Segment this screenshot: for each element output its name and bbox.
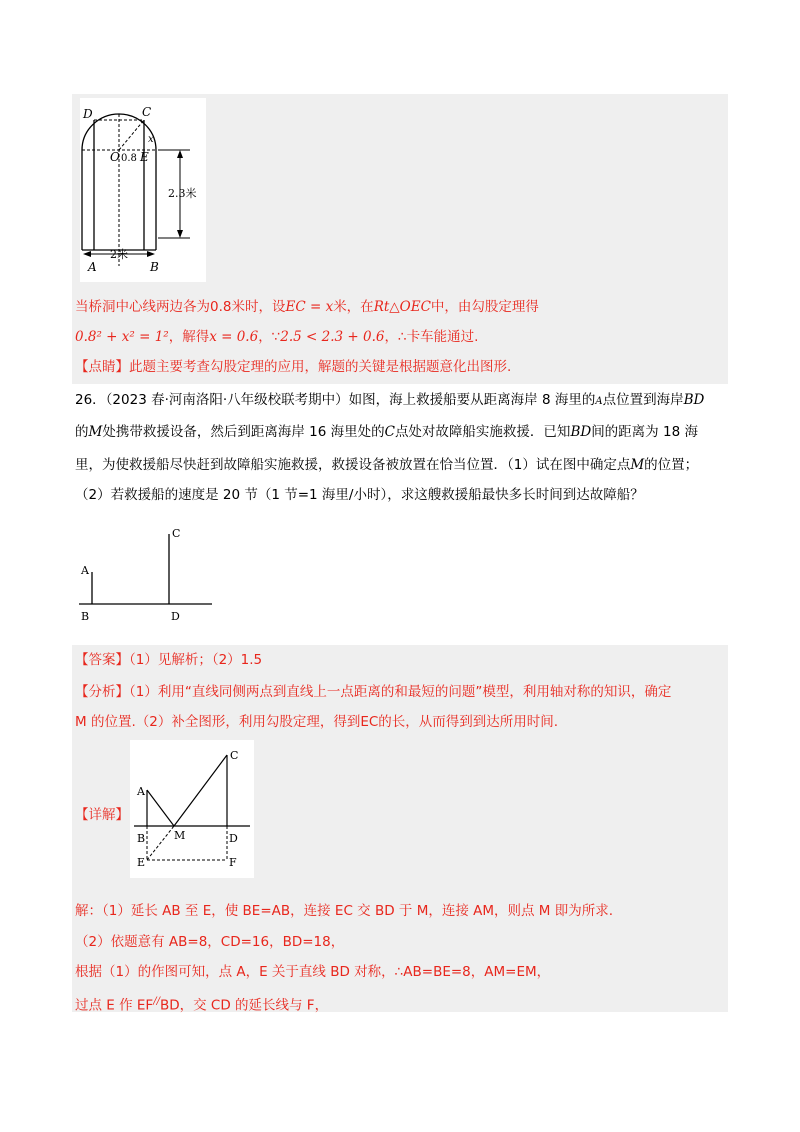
answer-tag: 【答案】 [75,652,129,668]
q25-line1: 当桥洞中心线两边各为0.8米时，设EC = x米，在Rt△OEC中，由勾股定理得 [75,299,539,315]
label-D: D [83,107,93,121]
analysis-tag: 【分析】 [75,684,129,700]
label-C: C [142,105,152,119]
label-B: B [137,832,146,845]
label-F: F [229,856,237,869]
q26-line2: 的M处携带救援设备，然后到距离海岸 16 海里处的C点处对故障船实施救援．已知BD间的距离为 18 海 [75,424,698,440]
label-E: E [137,856,146,869]
q26-line4: （2）若救援船的速度是 20 节（1 节=1 海里/小时），求这艘救援船最快多长时间到达故障船？ [75,487,644,503]
label-A: A [81,564,89,577]
label-B: B [81,610,90,623]
label-M: M [174,829,186,842]
solution-line2: （2）依题意有 AB=8，CD=16，BD=18， [75,934,345,950]
label-x: x [148,134,154,145]
label-C: C [172,527,181,540]
q26-line3: 里，为使救援船尽快赶到故障船实施救援，救援设备被放置在恰当位置．（1）试在图中确定点M的位置； [75,457,699,473]
label-O: O [110,150,120,164]
solution-figure [130,740,254,878]
coast-figure [76,522,216,627]
label-C: C [230,749,239,762]
label-D: D [229,832,238,845]
solution-line3: 根据（1）的作图可知，点 A，E 关于直线 BD 对称，∴AB=BE=8，AM=EM， [75,964,551,980]
detail-tag: 【详解】 [75,807,129,823]
label-D: D [171,610,180,623]
label-A: A [88,260,97,274]
label-E: E [140,150,149,164]
solution-line4: 过点 E 作 EF//BD，交 CD 的延长线与 F， [75,996,329,1014]
solution-line1: 解：（1）延长 AB 至 E，使 BE=AB，连接 EC 交 BD 于 M，连接 AM，则点 M 即为所求. [75,903,614,919]
q25-equation: 0.8² + x² = 1²，解得x = 0.6，∵2.5 < 2.3 + 0.6，∴卡车能通过. [75,329,479,345]
comment-tag: 【点睛】 [75,359,129,375]
label-height: 2.3米 [168,187,197,200]
label-offset: 0.8 [121,153,137,164]
analysis-line1: 【分析】（1）利用“直线同侧两点到直线上一点距离的和最短的问题”模型，利用轴对称的知识，确定 [75,684,672,700]
answer-line: 【答案】（1）见解析；（2）1.5 [75,652,263,668]
q25-comment: 【点睛】此题主要考查勾股定理的应用，解题的关键是根据题意化出图形. [75,359,512,375]
label-A: A [137,785,145,798]
label-B: B [150,260,159,274]
label-width: 2米 [110,248,128,261]
bridge-tunnel-figure [80,98,206,282]
q26-line1: 26．（2023 春·河南洛阳·八年级校联考期中）如图，海上救援船要从距离海岸 8 海里的A点位置到海岸BD [75,392,705,408]
analysis-line2: M 的位置.（2）补全图形，利用勾股定理，得到EC的长，从而得到到达所用时间. [75,714,559,730]
